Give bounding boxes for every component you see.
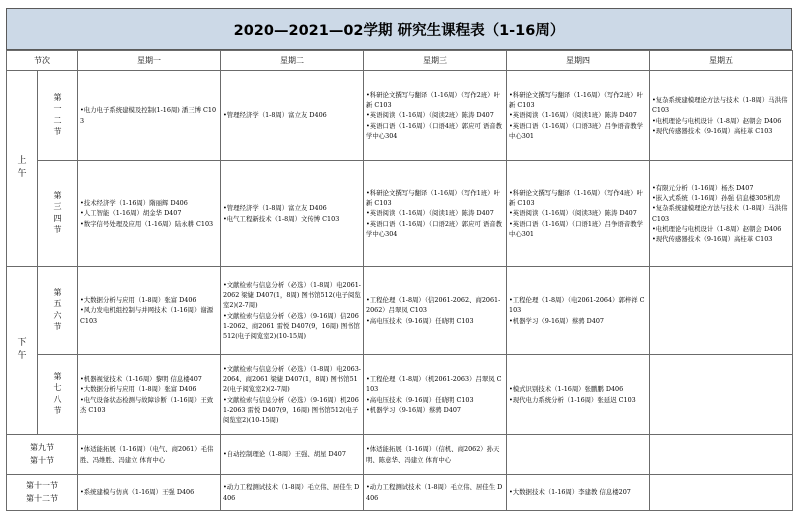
header-tuesday: 星期二 [221,51,364,71]
header-monday: 星期一 [78,51,221,71]
course-cell [221,71,364,161]
period-label-text: 第三四节 [53,190,62,235]
course-entry: •工程伦理（1-8周）（机2061-2063）吕翠凤 C103 [366,375,502,394]
period-row [7,435,793,475]
period-label-text: 第七八节 [53,371,62,416]
course-entry: •英语口语（1-16周）（口语1班）吕争语音教学中心301 [509,219,644,238]
morning-label [7,71,38,267]
course-cell [364,475,507,511]
period-label-text: 第九节 第十节 [30,442,54,465]
header-friday: 星期五 [650,51,793,71]
course-entry: •体适能拓展（1-16周）（电气、商2061）毛伟胜、冯维胜、冯建立 体育中心 [80,445,214,464]
course-entry: •现代传感器技术（9-16周）高桂革 C103 [652,126,773,135]
course-entry: •文献检索与信息分析（必选）（1-8周）电2061-2062 梁婕 D407(1，8周) 图书馆512(电子阅览室2)(2-7周) [223,280,361,310]
course-entry: •电气工程新技术（1-8周）文传博 C103 [223,214,340,223]
course-entry: •大数据技术（1-16周）李建教 信息楼207 [509,488,631,497]
course-cell [78,435,221,475]
course-entry: •英语口语（1-16周）（口语3班）吕争语音教学中心301 [509,121,644,140]
course-cell [78,161,221,267]
course-cell [221,475,364,511]
period-label [38,355,78,435]
course-entry: •大数据分析与应用（1-8周）张富 D406 [80,296,197,305]
course-cell [78,355,221,435]
course-entry: •体适能拓展（1-16周）（信机、商2062）孙天明、陈意华、冯建立 体育中心 [366,445,500,464]
period-label [38,161,78,267]
course-entry: •风力发电机组控制与并网技术（1-16周）谢源 C103 [80,306,214,325]
course-cell [507,435,650,475]
period-label [7,475,78,511]
course-cell [507,475,650,511]
course-entry: •电力电子系统建模及控制(1-16周) 潘三博 C103 [80,106,217,125]
page-title: 2020—2021—02学期 研究生课程表（1-16周） [6,8,792,50]
course-entry: •英语阅读（1-16周）（阅读1班）陈涛 D407 [509,111,637,120]
course-cell [650,435,793,475]
course-cell [507,355,650,435]
period-row [7,475,793,511]
course-entry: •电气设备状态检测与故障诊断（1-16周）王致杰 C103 [80,395,214,414]
course-entry: •数字信号处理及应用（1-16周）陆永耕 C103 [80,219,214,228]
course-entry: •现代电力系统分析（1-16周）张延迟 C103 [509,395,636,404]
course-cell [650,475,793,511]
course-entry: •复杂系统建模理论方法与技术（1-8周）马洪伟 C103 [652,96,788,115]
course-entry: •科研论文撰写与翻译（1-16周）（写作4班）叶新 C103 [509,188,644,208]
course-entry: •文献检索与信息分析（必选）（9-16周）信2061-2062、商2061 雷悦 D407(9，16周) 图书馆512(电子阅览室2)(10-15周) [223,311,360,340]
header-row [7,51,793,71]
course-cell [507,267,650,355]
course-entry: •动力工程测试技术（1-8周）毛立伟、居佳生 D406 [223,483,360,502]
course-entry: •机器学习（9-16周）蔡骋 D407 [366,405,461,414]
course-cell [221,435,364,475]
course-entry: •高电压技术（9-16周）任晓明 C103 [366,395,474,404]
course-entry: •高电压技术（9-16周）任晓明 C103 [366,316,474,325]
course-entry: •复杂系统建模理论方法与技术（1-8周）马洪伟 C103 [652,204,788,223]
period-label [38,267,78,355]
course-entry: •电机理论与电机设计（1-8周）赵朝会 D406 [652,116,782,125]
course-entry: •英语阅读（1-16周）（阅读1班）陈涛 D407 [366,209,494,218]
course-cell [507,161,650,267]
header-jieci: 节次 [7,51,78,71]
course-cell [364,355,507,435]
course-cell [364,161,507,267]
course-cell [221,161,364,267]
period-row [7,267,793,355]
schedule-table [6,50,793,511]
course-entry: •科研论文撰写与翻译（1-16周）（写作2班）叶新 C103 [509,90,644,110]
period-label [7,435,78,475]
course-entry: •文献检索与信息分析（必选）（1-8周）电2063-2064、商2061 梁婕 D407(1，8周) 图书馆512(电子阅览室2)(2-7周) [223,364,361,394]
period-row [7,71,793,161]
course-entry: •机器视觉技术（1-16周）黎明 信息楼407 [80,375,202,384]
course-entry: •电机理论与电机设计（1-8周）赵朝会 D406 [652,224,782,233]
period-label-text: 上午 [17,155,27,180]
course-entry: •系统建模与仿真（1-16周）王强 D406 [80,488,195,497]
course-entry: •科研论文撰写与翻译（1-16周）（写作2班）叶新 C103 [366,90,501,110]
course-entry: •自动控制理论（1-8周）王强、胡星 D407 [223,450,346,459]
course-entry: •嵌入式系统（1-16周）孙强 信息楼305机房 [652,194,781,203]
course-cell [650,355,793,435]
header-thursday: 星期四 [507,51,650,71]
course-entry: •科研论文撰写与翻译（1-16周）（写作1班）叶新 C103 [366,188,501,208]
course-cell [221,355,364,435]
course-entry: •有限元分析（1-16周）杨杰 D407 [652,183,754,192]
course-cell [364,267,507,355]
period-label-text: 下午 [17,337,27,362]
course-cell [78,267,221,355]
course-entry: •管理经济学（1-8周）富立友 D406 [223,204,327,213]
course-entry: •现代传感器技术（9-16周）高桂革 C103 [652,234,773,243]
course-entry: •工程伦理（1-8周）（信2061-2062、商2061-2062）吕翠凤 C103 [366,296,501,315]
course-cell [650,71,793,161]
afternoon-label [7,267,38,435]
course-cell [364,71,507,161]
course-entry: •模式识别技术（1-16周）张鹏鹏 D406 [509,385,624,394]
course-cell [78,71,221,161]
course-cell [650,161,793,267]
course-cell [650,267,793,355]
header-wednesday: 星期三 [364,51,507,71]
period-row [7,161,793,267]
course-entry: •文献检索与信息分析（必选）（9-16周）机2061-2063 雷悦 D407(9，16周) 图书馆512(电子阅览室2)(10-15周) [223,395,359,424]
course-entry: •机器学习（9-16周）蔡骋 D407 [509,316,604,325]
course-cell [507,71,650,161]
course-entry: •技术经济学（1-16周）隋丽辉 D406 [80,199,188,208]
period-label-text: 第十一节 第十二节 [26,480,58,503]
course-entry: •英语阅读（1-16周）（阅读2班）陈涛 D407 [366,111,494,120]
course-entry: •管理经济学（1-8周）富立友 D406 [223,111,327,120]
period-label [38,71,78,161]
course-entry: •英语口语（1-16周）（口语4班）郭应可 语音教学中心304 [366,121,503,140]
course-cell [364,435,507,475]
period-label-text: 第五六节 [53,287,62,332]
course-entry: •大数据分析与应用（1-8周）张富 D406 [80,385,197,394]
period-label-text: 第一二节 [53,92,62,137]
course-entry: •英语口语（1-16周）（口语2班）郭应可 语音教学中心304 [366,219,503,238]
course-entry: •动力工程测试技术（1-8周）毛立伟、居佳生 D406 [366,483,503,502]
course-entry: •工程伦理（1-8周）（电2061-2064）郭梓祥 C103 [509,296,645,315]
period-row [7,355,793,435]
course-entry: •人工智能（1-16周）胡金华 D407 [80,209,182,218]
course-cell [221,267,364,355]
course-entry: •英语阅读（1-16周）（阅读3班）陈涛 D407 [509,209,637,218]
course-cell [78,475,221,511]
